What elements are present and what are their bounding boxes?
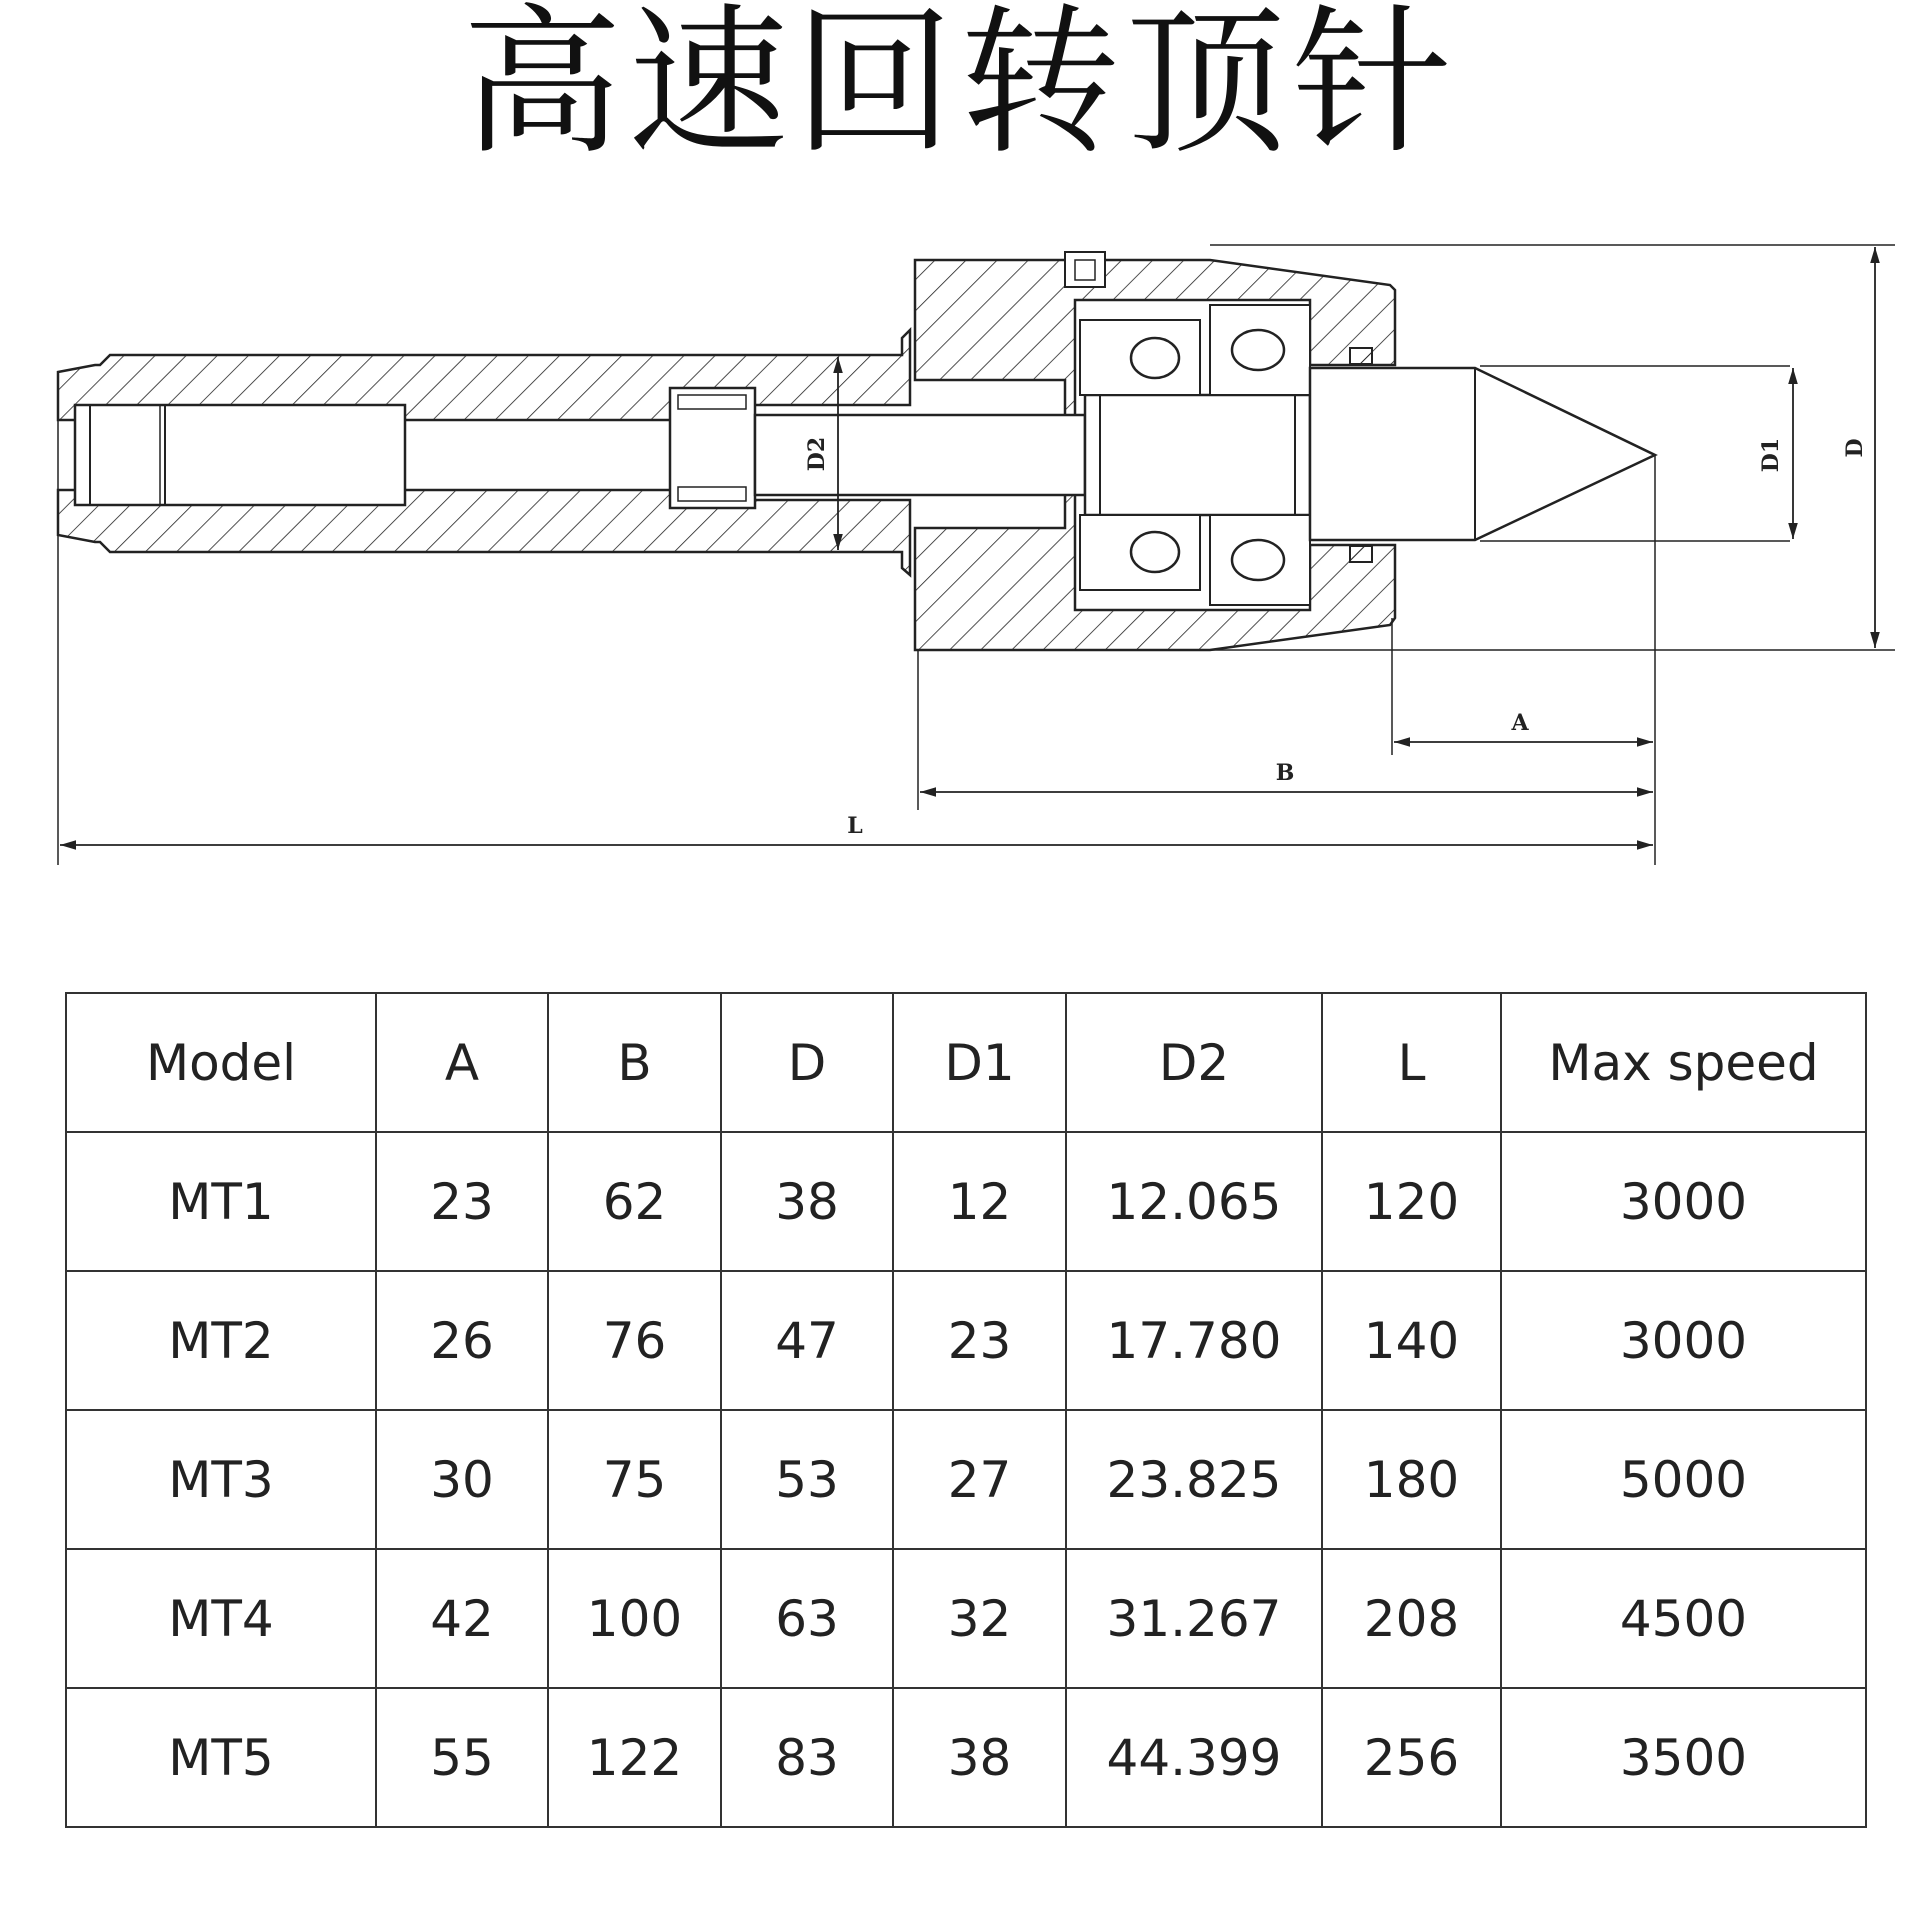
dimension-b-label: B (1275, 760, 1295, 786)
cell-model: MT5 (66, 1688, 376, 1827)
cell-b: 62 (548, 1132, 721, 1271)
header-max-speed: Max speed (1501, 993, 1866, 1132)
cell-l: 140 (1322, 1271, 1501, 1410)
table-row (66, 1410, 1866, 1549)
dimension-d-label: D (1842, 438, 1868, 458)
dimension-a-label: A (1511, 710, 1529, 736)
cell-d1: 23 (893, 1271, 1066, 1410)
cell-max-speed: 3500 (1501, 1688, 1866, 1827)
dimension-l-label: L (847, 813, 863, 839)
live-center-drawing (0, 230, 1920, 890)
cell-l: 180 (1322, 1410, 1501, 1549)
table-row (66, 1132, 1866, 1271)
seal-upper (1350, 348, 1372, 364)
cell-d1: 12 (893, 1132, 1066, 1271)
cell-d1: 32 (893, 1549, 1066, 1688)
cell-b: 100 (548, 1549, 721, 1688)
cell-d2: 23.825 (1066, 1410, 1322, 1549)
table-row (66, 1688, 1866, 1827)
cell-model: MT4 (66, 1549, 376, 1688)
header-model: Model (66, 993, 376, 1132)
dimension-d2-label: D2 (804, 436, 830, 472)
cell-d: 53 (721, 1410, 893, 1549)
cell-l: 208 (1322, 1549, 1501, 1688)
dimension-d1-label: D1 (1758, 437, 1784, 473)
spindle-collar (1085, 395, 1310, 515)
cell-b: 122 (548, 1688, 721, 1827)
needle-bearing (670, 388, 755, 508)
header-b: B (548, 993, 721, 1132)
header-a: A (376, 993, 548, 1132)
table-header-row (66, 993, 1866, 1132)
header-d: D (721, 993, 893, 1132)
cell-b: 75 (548, 1410, 721, 1549)
cell-l: 120 (1322, 1132, 1501, 1271)
spec-table (65, 992, 1867, 1828)
cell-d2: 12.065 (1066, 1132, 1322, 1271)
header-l: L (1322, 993, 1501, 1132)
cell-d1: 27 (893, 1410, 1066, 1549)
cell-l: 256 (1322, 1688, 1501, 1827)
header-d2: D2 (1066, 993, 1322, 1132)
header-d1: D1 (893, 993, 1066, 1132)
cell-d: 38 (721, 1132, 893, 1271)
threaded-bore (75, 405, 405, 505)
cell-model: MT3 (66, 1410, 376, 1549)
cell-a: 26 (376, 1271, 548, 1410)
cell-d: 47 (721, 1271, 893, 1410)
cell-d2: 44.399 (1066, 1688, 1322, 1827)
grease-plug (1065, 252, 1105, 287)
cell-d1: 38 (893, 1688, 1066, 1827)
cell-max-speed: 3000 (1501, 1132, 1866, 1271)
cell-d: 63 (721, 1549, 893, 1688)
cell-d2: 31.267 (1066, 1549, 1322, 1688)
cell-max-speed: 4500 (1501, 1549, 1866, 1688)
cell-model: MT2 (66, 1271, 376, 1410)
table-row (66, 1271, 1866, 1410)
seal-lower (1350, 546, 1372, 562)
table-row (66, 1549, 1866, 1688)
cell-a: 42 (376, 1549, 548, 1688)
cell-max-speed: 3000 (1501, 1271, 1866, 1410)
cell-d2: 17.780 (1066, 1271, 1322, 1410)
cell-a: 55 (376, 1688, 548, 1827)
centre-point (1310, 368, 1655, 540)
cell-d: 83 (721, 1688, 893, 1827)
page-title: 高速回转顶针 (461, 0, 1458, 176)
cell-a: 30 (376, 1410, 548, 1549)
cell-a: 23 (376, 1132, 548, 1271)
cell-model: MT1 (66, 1132, 376, 1271)
cell-b: 76 (548, 1271, 721, 1410)
cell-max-speed: 5000 (1501, 1410, 1866, 1549)
